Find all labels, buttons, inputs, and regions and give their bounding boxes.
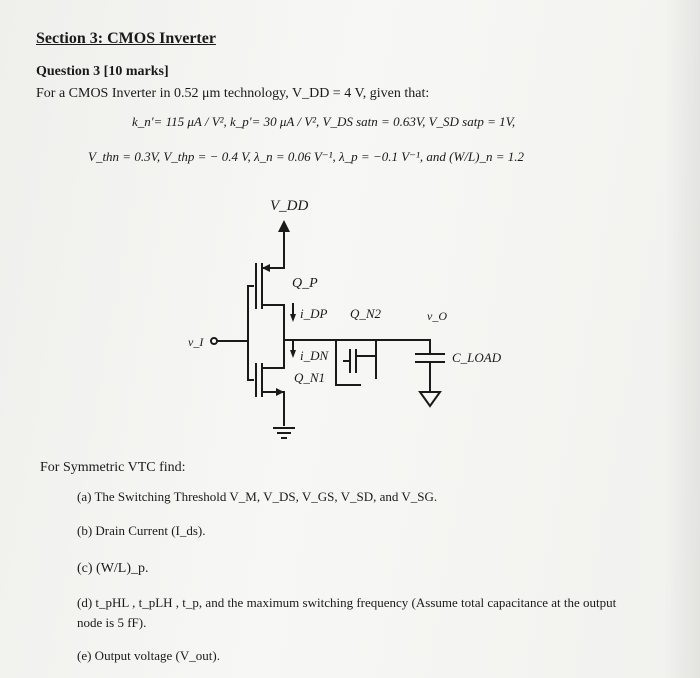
task-d-line-1: (d) t_pHL , t_pLH , t_p, and the maximum switching frequency (Assume total capacitance at the output: [77, 595, 617, 610]
vdd-label: V_DD: [270, 198, 309, 214]
task-d: [77, 593, 616, 633]
tasks-intro: For Symmetric VTC find:: [40, 460, 186, 475]
qp-label: Q_P: [292, 276, 318, 291]
qn1-label: Q_N1: [294, 370, 326, 385]
qn2-label: Q_N2: [350, 306, 382, 321]
task-e: (e) Output voltage (V_out).: [77, 648, 220, 663]
cload-label: C_LOAD: [452, 350, 502, 365]
idn-label: i_DN: [300, 348, 329, 363]
problem-intro: For a CMOS Inverter in 0.52 μm technology, V_DD = 4 V, given that:: [36, 86, 430, 101]
vdd-arrow-icon: [278, 220, 290, 232]
question-title: Question 3 [10 marks]: [36, 64, 169, 79]
task-b: (b) Drain Current (I_ds).: [77, 523, 206, 538]
parameters-line-1: k_n'= 115 μA / V², k_p'= 30 μA / V², V_DS satn = 0.63V, V_SD satp = 1V,: [132, 114, 516, 129]
task-c: (c) (W/L)_p.: [77, 561, 149, 576]
task-a: (a) The Switching Threshold V_M, V_DS, V_GS, V_SD, and V_SG.: [77, 489, 438, 504]
idp-label: i_DP: [300, 306, 328, 321]
parameters-line-2: V_thn = 0.3V, V_thp = − 0.4 V, λ_n = 0.06 V⁻¹, λ_p = −0.1 V⁻¹, and (W/L)_n = 1.2: [88, 149, 525, 164]
task-d-line-2: node is 5 fF).: [77, 615, 147, 630]
vi-label: v_I: [188, 335, 204, 349]
vo-label: v_O: [427, 309, 447, 323]
capacitor-ground-icon: [420, 392, 440, 406]
section-title: Section 3: CMOS Inverter: [36, 30, 216, 47]
